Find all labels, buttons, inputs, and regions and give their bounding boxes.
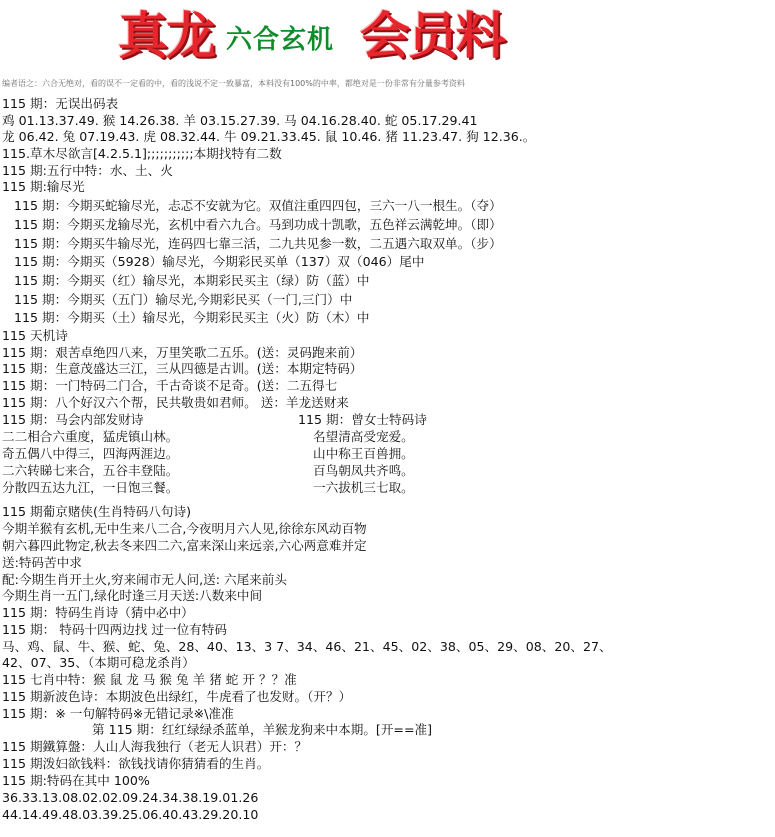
disclaimer-text: 编者语之：六合无绝对，看的误不一定看的中，看的浅说不定一致暴富，本料没有100%的中率，都绝对是一份非常有分量参考资料 [2,79,465,88]
text-line: 115 七肖中特：猴 鼠 龙 马 猴 兔 羊 猪 蛇 开 ？？准 [2,672,297,687]
banner-title-left: 真龙 [118,6,214,65]
text-line: 115 期：艰苦卓绝四八来，万里笑歌二五乐。(送：灵码跑来前） [2,345,363,360]
text-line: 今期羊猴有玄机,无中生来八二合,今夜明月六人见,徐徐东风动百物 [2,521,367,536]
text-line: 115 期鐵算盤：人山人海我独行（老无人识君）开：？ [2,739,308,754]
text-line: 115 期:输尽光 [2,179,85,194]
text-line: 115 期：马会内部发财诗 [2,412,144,427]
text-line: 115.草木尽欲言[4.2.5.1];;;;;;;;;;;本期找特有二数 [2,146,282,161]
text-line: 115 期：今期买（红）输尽光，本期彩民买主（绿）防（蓝）中 [14,273,370,288]
text-line: 36.33.13.08.02.02.09.24.34.38.19.01.26 [2,790,259,805]
text-line: 115 期新波色诗：本期波色出绿红，牛虎看了也发财。（开？） [2,689,352,704]
right-poem-line: 百鸟朝凤共齐鸣。 [313,463,414,478]
text-line: 今期生肖一五门,绿化时逢三月天送:八数来中间 [2,588,263,603]
text-line: 115 期：今期买牛输尽光，连码四七靠三活，二九共见参一数，二五遇六取双单。（步） [14,236,502,251]
text-line: 送:特码苦中求 [2,555,82,570]
text-line: 朝六暮四此物定,秋去冬来四二六,富来深山来远亲,六心两意难并定 [2,538,367,553]
text-line: 115 天机诗 [2,328,68,343]
text-line: 115 期：生意茂盛达三江，三从四德是古训。(送：本期定特码） [2,361,363,376]
text-line: 115 期：今期买（五门）输尽光,今期彩民买（一门,三门）中 [14,292,353,307]
text-line: 马、鸡、鼠、牛、猴、蛇、兔、28、40、13、3 7、34、46、21、45、02、38、05、29、08、20、27、 [2,639,612,654]
text-line: 115 期：无误出码表 [2,96,119,111]
text-line: 115 期：今期买（土）输尽光，今期彩民买主（火）防（木）中 [14,310,370,325]
text-line: 115 期： 特码十四两边找 过一位有特码 [2,622,227,637]
right-poem-line: 一六拔机三七取。 [313,480,414,495]
text-line: 115 期:五行中特：水、土、火 [2,163,173,178]
text-line: 第 115 期：红红绿绿杀蓝单，羊猴龙狗来中本期。[开==准] [92,722,433,737]
text-line: 115 期:特码在其中 100% [2,773,150,788]
text-line: 奇五偶八中得三，四海两涯边。 [2,446,179,461]
right-poem-line: 山中称王百兽拥。 [313,446,414,461]
text-line: 鸡 01.13.37.49. 猴 14.26.38. 羊 03.15.27.39. 马 04.16.28.40. 蛇 05.17.29.41 [2,113,478,128]
text-line: 115 期：今期买蛇输尽光，忐忑不安就为它。双值注重四四包，三六一八一根生。（夺） [14,198,502,213]
text-line: 115 期：八个好汉六个帮，民共敬贵如君师。 送：羊龙送财来 [2,395,349,410]
text-line: 二六转睇七来合，五谷丰登陆。 [2,463,179,478]
text-line: 115 期泼妇欲钱料：欲钱找请你猜猜看的生肖。 [2,756,270,771]
text-line: 分散四五达九江，一日饱三餐。 [2,480,179,495]
text-line: 龙 06.42. 兔 07.19.43. 虎 08.32.44. 牛 09.21.33.45. 鼠 10.46. 猪 11.23.47. 狗 12.36.。 [2,129,536,144]
text-line: 115 期：一门特码二门合，千古奇谈不足奇。(送：二五得七 [2,378,338,393]
text-line: 115 期：特码生肖诗（猜中必中） [2,605,194,620]
text-line: 二二相合六重度，猛虎镇山林。 [2,429,179,444]
text-line: 115 期葡京赌侠(生肖特码八句诗) [2,504,191,519]
banner-title-mid: 六合玄机 [226,25,335,55]
title-banner [0,0,775,78]
right-poem-title: 115 期：曾女士特码诗 [298,412,427,427]
text-line: 配:今期生肖开土火,穷来闹市无人问,送: 六尾来前头 [2,572,287,587]
right-poem-line: 名望清高受宠爱。 [313,429,414,444]
text-line: 115 期：※ 一句解特码※无错记录※\准准 [2,706,234,721]
banner-title-right: 会员料 [360,6,504,65]
text-line: 115 期：今期买（5928）输尽光，今期彩民买单（137）双（046）尾中 [14,254,425,269]
text-line: 42、07、35、（本期可稳龙杀肖） [2,655,195,670]
text-line: 115 期：今期买龙输尽光，玄机中看六九合。马到功成十凯歌，五色祥云满乾坤。（即） [14,217,502,232]
text-line: 44.14.49.48.03.39.25.06.40.43.29.20.10 [2,807,259,822]
